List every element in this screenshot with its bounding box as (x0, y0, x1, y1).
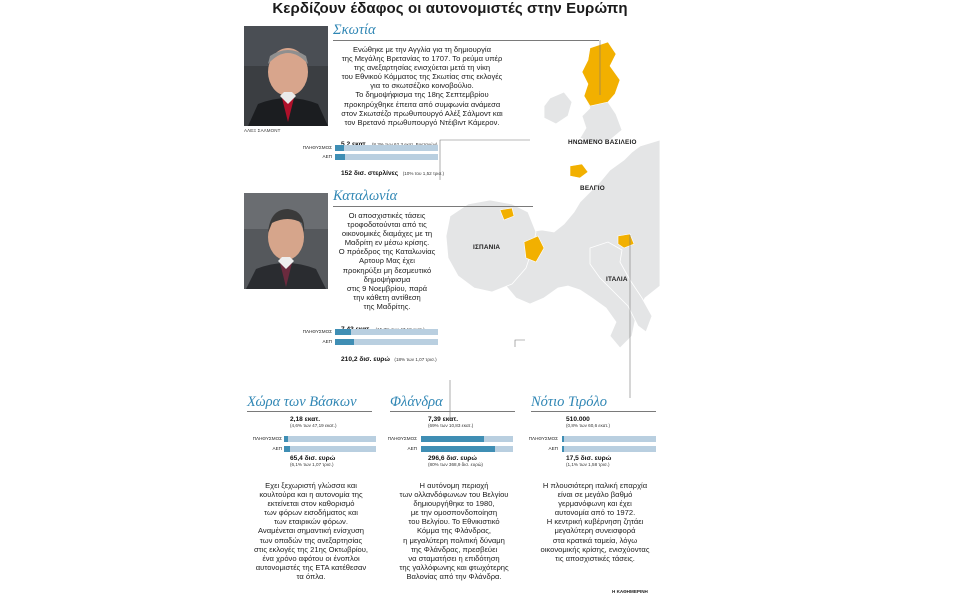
flanders-text (390, 481, 518, 581)
catalonia-text (333, 211, 441, 311)
basque-text-line: τα όπλα. (296, 571, 326, 581)
catalonia-text-line: Οι αποσχιστικές τάσεις (348, 211, 426, 220)
south-tyrol-pop-stat (566, 416, 610, 428)
scotland-text-line: της ανεξαρτησίας ενισχύεται μετά τη νίκη (353, 63, 491, 73)
basque-pop-note: (4,6% των 47,19 εκατ.) (290, 423, 337, 428)
catalonia-text-line: τροφοδοτούνται από τις (347, 220, 427, 230)
south-tyrol-text-line: οικονομικής κρίσης, ενισχύοντας (540, 544, 650, 554)
newspaper-credit: Η ΚΑΘΗΜΕΡΙΝΗ (612, 589, 648, 594)
south-tyrol-gdp-stat (566, 455, 611, 467)
basque-rule (247, 411, 372, 412)
scotland-gdp-bar (335, 154, 438, 160)
scotland-text (333, 45, 511, 127)
south-tyrol-gdp-note: (1,1% των 1,58 τρισ.) (566, 462, 610, 467)
basque-gdp-label: ΑΕΠ (272, 446, 282, 451)
basque-pop-label: ΠΛΗΘΥΣΜΟΣ (252, 436, 282, 441)
scotland-gdp-label: ΑΕΠ (322, 154, 332, 159)
south-tyrol-text-line: αυτονομία από το 1972. (554, 508, 636, 518)
flanders-pop-stat (428, 416, 473, 428)
basque-pop-stat (290, 416, 337, 428)
south-tyrol-gdp-fill (562, 446, 564, 452)
flanders-text-line: της Φλάνδρας, πρεσβεύει (410, 544, 498, 554)
south-tyrol-text-line: είναι σε μεγάλο βαθμό (557, 490, 633, 500)
map-label-spain: ΙΣΠΑΝΙΑ (473, 244, 501, 251)
catalonia-rule (333, 206, 533, 207)
map-label-uk: ΗΝΩΜΕΝΟ ΒΑΣΙΛΕΙΟ (568, 139, 637, 146)
map-label-belgium: ΒΕΛΓΙΟ (580, 185, 605, 192)
flanders-text-line: των ολλανδόφωνων του Βελγίου (399, 490, 509, 500)
catalonia-text-line: Ο πρόεδρος της Καταλωνίας (338, 247, 436, 257)
scotland-rule (333, 40, 599, 41)
infographic-title: Κερδίζουν έδαφος οι αυτονομιστές στην Ευρώπη (272, 0, 628, 17)
flanders-text-line: με την ομοσπονδοποίηση (410, 508, 498, 518)
south-tyrol-text-line: τις αποσχιστικές τάσεις. (555, 553, 635, 563)
basque-gdp-bar (284, 446, 376, 452)
flanders-text-line: δημιουργήθηκε το 1980, (413, 499, 495, 509)
basque-text-line: των εταιρικών φόρων. (274, 517, 348, 527)
scotland-pop-bar (335, 145, 438, 151)
basque-pop-fill (284, 436, 288, 442)
scotland-text-line: Το δημοψήφισμα της 18ης Σεπτεμβρίου (355, 90, 489, 100)
south-tyrol-pop-label: ΠΛΗΘΥΣΜΟΣ (528, 436, 558, 441)
scotland-text-line: προκηρύχθηκε έπειτα από συμφωνία ανάμεσα (343, 99, 501, 109)
flanders-gdp-note: (80% των 368,9 δισ. ευρώ) (428, 462, 483, 467)
basque-gdp-value: 65,4 δισ. ευρώ (290, 455, 336, 462)
catalonia-text-line: την κάθετη αντίθεση (353, 292, 421, 302)
basque-title: Χώρα των Βάσκων (247, 394, 357, 410)
catalonia-gdp-fill (335, 339, 354, 345)
catalonia-pop-label: ΠΛΗΘΥΣΜΟΣ (302, 329, 332, 334)
basque-gdp-note: (6,1% των 1,07 τρισ.) (290, 462, 334, 467)
south-tyrol-text-line: γερμανόφωνη και έχει (558, 499, 632, 509)
basque-pop-value: 2,18 εκατ. (290, 416, 321, 423)
flanders-text-line: Κόμμα της Φλάνδρας, (416, 526, 492, 536)
basque-gdp-fill (284, 446, 290, 452)
catalonia-gdp-label: ΑΕΠ (322, 339, 332, 344)
scotland-text-line: τον Βρετανό πρωθυπουργό Ντέιβιντ Κάμερον. (344, 117, 500, 127)
map-label-italy: ΙΤΑΛΙΑ (606, 276, 628, 283)
basque-text-line: αυτονομιστές της ΕΤΑ κατέθεσαν (255, 562, 367, 572)
catalonia-text-line: στις 9 Νοεμβρίου, παρά (346, 283, 428, 293)
flanders-text-line: Βαλονίας από την Φλάνδρα. (406, 571, 502, 581)
scotland-photo (244, 26, 328, 126)
basque-text (247, 481, 375, 581)
flanders-text-line: να σταματήσει η επιδότηση (408, 553, 500, 563)
flanders-pop-fill (421, 436, 484, 442)
flanders-text-line: της γαλλόφωνης και φτωχότερης (399, 562, 509, 572)
catalonia-text-line: προκηρύξει μη δεσμευτικό (342, 265, 432, 275)
flanders-pop-bar (421, 436, 513, 442)
catalonia-gdp-bar (335, 339, 438, 345)
flanders-rule (390, 411, 515, 412)
catalonia-text-line: δημοψήφισμα (363, 274, 411, 284)
flanders-gdp-stat (428, 455, 483, 467)
flanders-text-line: Η αυτόνομη περιοχή (419, 481, 489, 490)
flanders-pop-label: ΠΛΗΘΥΣΜΟΣ (387, 436, 417, 441)
basque-text-line: των οπαδών της ανεξαρτησίας (259, 535, 363, 545)
south-tyrol-gdp-label: ΑΕΠ (548, 446, 558, 451)
basque-text-line: κουλτούρα και η αυτονομία της (259, 490, 363, 500)
catalonia-text-line: της Μαδρίτης. (363, 301, 411, 311)
basque-text-line: εκτείνεται στον καθορισμό (267, 499, 355, 509)
scotland-text-line: Ενώθηκε με την Αγγλία για τη δημιουργία (352, 45, 491, 54)
scotland-gdp-stat (341, 162, 444, 180)
south-tyrol-text-line: στα κρατικά ταμεία, λόγω (552, 535, 638, 545)
catalonia-title: Καταλωνία (333, 188, 398, 204)
scotland-title: Σκωτία (333, 22, 376, 38)
basque-text-line: των φόρων εισοδήματος και (264, 508, 358, 518)
catalonia-text-line: Μαδρίτη εν μέσω κρίσης. (344, 238, 430, 248)
south-tyrol-pop-bar (562, 436, 656, 442)
flanders-gdp-fill (421, 446, 495, 452)
south-tyrol-text (531, 481, 659, 563)
flanders-gdp-label: ΑΕΠ (407, 446, 417, 451)
flanders-gdp-bar (421, 446, 513, 452)
scotland-gdp-note: (10% του 1,52 τρισ.) (402, 171, 445, 176)
catalonia-gdp-note: (18% των 1,07 τρισ.) (394, 357, 437, 362)
south-tyrol-pop-fill (562, 436, 564, 442)
south-tyrol-pop-value: 510.000 (566, 416, 590, 423)
south-tyrol-text-line: Η πλουσιότερη ιταλική επαρχία (542, 481, 648, 490)
scotland-text-line: στον Σκωτσέζο πρωθυπουργό Αλέξ Σάλμοντ και (341, 108, 503, 118)
catalonia-text-line: οικονομικές διαμάχες με τη (341, 229, 433, 239)
basque-text-line: ένα χρόνο αφότου οι ένοπλοι (262, 553, 360, 563)
flanders-gdp-value: 296,6 δισ. ευρώ (428, 455, 477, 462)
catalonia-gdp-value: 210,2 δισ. ευρώ (341, 356, 390, 363)
scotland-pop-fill (335, 145, 344, 151)
scotland-text-line: του Εθνικού Κόμματος της Σκωτίας στις εκλογές (341, 72, 503, 82)
catalonia-text-line: Αρτουρ Μας έχει (359, 256, 415, 266)
scotland-gdp-fill (335, 154, 345, 160)
basque-gdp-stat (290, 455, 335, 467)
basque-pop-bar (284, 436, 376, 442)
catalonia-pop-fill (335, 329, 351, 335)
flanders-text-line: του Βελγίου. Το Εθνικιστικό (408, 517, 500, 527)
scotland-gdp-value: 152 δισ. στερλίνες (341, 170, 399, 177)
catalonia-pop-bar (335, 329, 438, 335)
flanders-pop-value: 7,39 εκατ. (428, 416, 459, 423)
flanders-text-line: η μεγαλύτερη πολιτική δύναμη (403, 535, 505, 545)
south-tyrol-text-line: μεγαλύτερη συνεισφορά (554, 526, 636, 536)
south-tyrol-text-line: Η κεντρική κυβέρνηση ζητάει (546, 517, 644, 527)
basque-text-line: στις εκλογές της 21ης Οκτωβρίου, (254, 544, 368, 554)
south-tyrol-rule (531, 411, 656, 412)
flanders-pop-note: (69% των 10,83 εκατ.) (428, 423, 474, 428)
scotland-photo-caption: ΑΛΕΞ ΣΑΛΜΟΝΤ (244, 128, 281, 133)
scotland-pop-label: ΠΛΗΘΥΣΜΟΣ (302, 145, 332, 150)
south-tyrol-title: Νότιο Τιρόλο (531, 394, 608, 410)
scotland-text-line: της Μεγάλης Βρετανίας το 1707. Το ρεύμα υπέρ (341, 54, 503, 64)
basque-text-line: Αναμένεται σημαντική ενίσχυση (257, 526, 365, 536)
catalonia-gdp-stat (341, 348, 437, 366)
south-tyrol-pop-note: (0,8% των 60,6 εκατ.) (566, 423, 610, 428)
basque-text-line: Εχει ξεχωριστή γλώσσα και (265, 481, 357, 490)
scotland-text-line: για το σκωτσέζικο κοινοβούλιο. (370, 81, 474, 91)
flanders-title: Φλάνδρα (390, 394, 443, 410)
south-tyrol-gdp-bar (562, 446, 656, 452)
catalonia-photo (244, 193, 328, 289)
south-tyrol-gdp-value: 17,5 δισ. ευρώ (566, 455, 612, 462)
